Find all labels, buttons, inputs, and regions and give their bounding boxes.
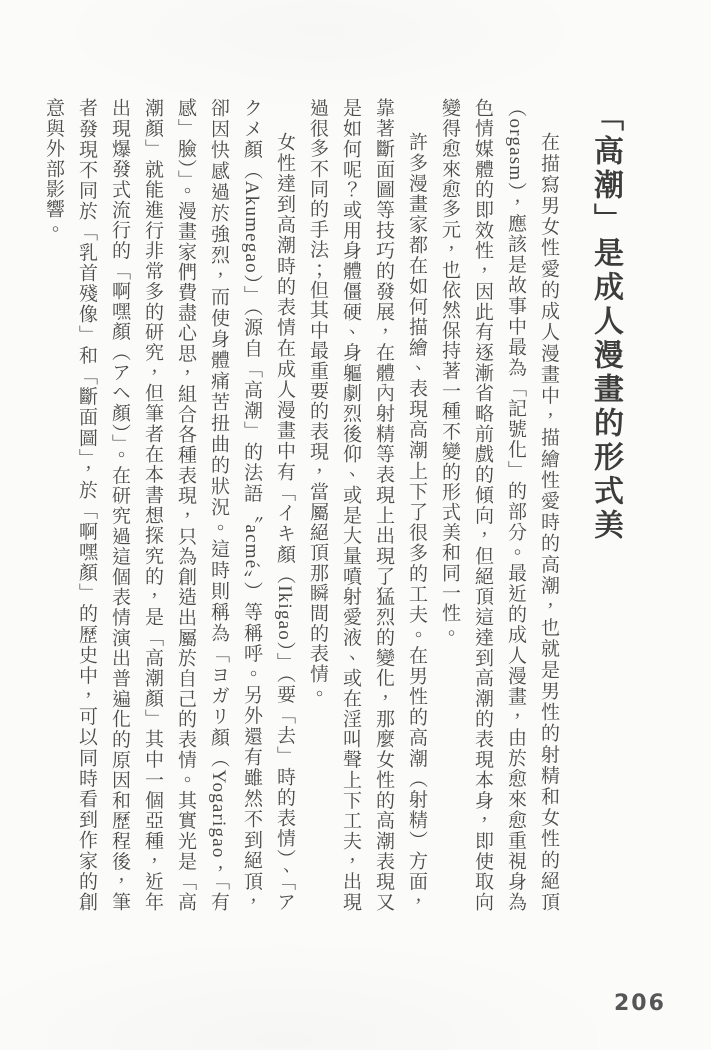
page-number: 206: [614, 991, 666, 1016]
page-title: 「高潮」是成人漫畫的形式美: [589, 101, 622, 543]
body-text-block: [43, 98, 565, 912]
body-paragraph: 許多漫畫家都在如何描繪、表現高潮上下了很多的工夫。在男性的高潮（射精）方面，靠著斷面圖等技巧的發展，在體內射精等表現上出現了猛烈的變化，那麼女性的高潮表現又是如何呢？或用身體僵硬、身軀劇烈後仰、或是大量噴射愛液、或在淫叫聲上下工夫，出現過很多不同的手法；但其中最重要的表現，當屬絕頂那瞬間的表情。: [307, 98, 427, 912]
body-paragraph: 在描寫男女性愛的成人漫畫中，描繪性愛時的高潮，也就是男性的射精和女性的絕頂（orgasm），應該是故事中最為「記號化」的部分。最近的成人漫畫，由於愈來愈重視身為色情媒體的即效性，因此有逐漸省略前戲的傾向，但絕頂這達到高潮的表現本身，即使取向變得愈來愈多元，也依然保持著一種不變的形式美和同一性。: [439, 98, 559, 912]
body-paragraph: 女性達到高潮時的表情在成人漫畫中有「イキ顏（Ikigao）」（要「去」時的表情）、「アクメ顏（Akumegao）」（源自「高潮」的法語〝acmé〟）等稱呼。另外還有雖然不到絕頂，卻因快感過於強烈，而使身體痛苦扭曲的狀況。這時則稱為「ヨガリ顏（Yogarigao，「有感」臉）」。漫畫家們費盡心思，組合各種表現，只為創造出屬於自己的表情。其實光是「高潮顏」就能進行非常多的研究，但筆者在本書想探究的，是「高潮顏」其中一個亞種，近年出現爆發式流行的「啊嘿顏（アヘ顏）」。在研究過這個表情演出普遍化的原因和歷程後，筆者發現不同於「乳首殘像」和「斷面圖」，於「啊嘿顏」的歷史中，可以同時看到作家的創意與外部影響。: [43, 98, 295, 912]
